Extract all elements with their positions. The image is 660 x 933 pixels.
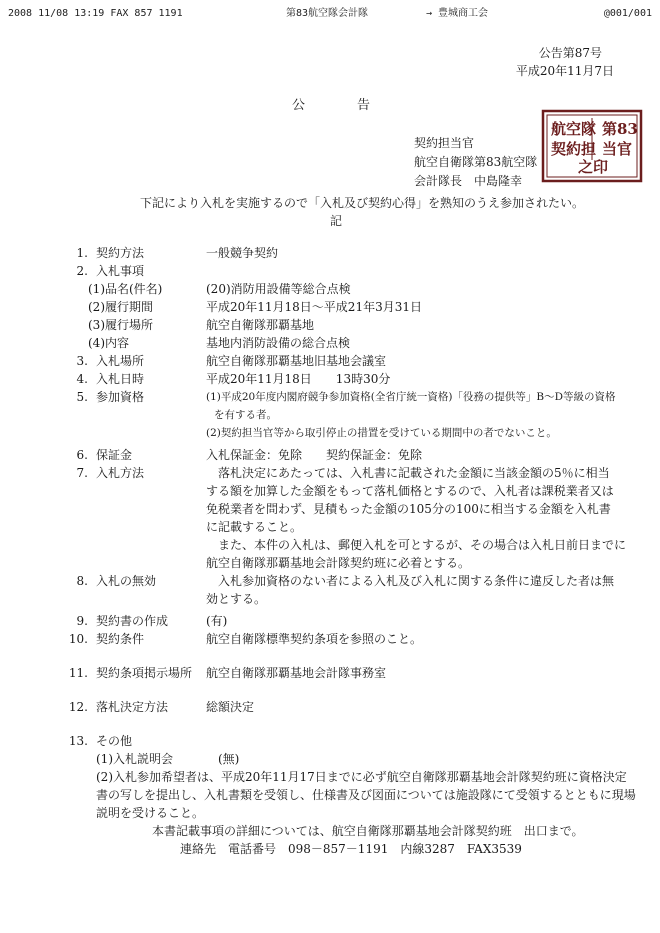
sub-label: (2)履行期間 xyxy=(88,300,153,314)
item-value: 航空自衛隊那覇基地旧基地会議室 xyxy=(206,354,387,368)
document-title xyxy=(292,94,372,113)
item-label: 契約書の作成 xyxy=(96,614,169,628)
item-value-line: 効とする。 xyxy=(206,592,267,606)
item-2-sub-1 xyxy=(64,280,624,298)
item-value: 航空自衛隊標準契約条項を参照のこと。 xyxy=(206,632,423,646)
item-value-line: (2)契約担当官等から取引停止の措置を受けている期間中の者でないこと。 xyxy=(206,427,557,439)
notice-date: 平成20年11月7日 xyxy=(515,64,614,78)
item-value: 一般競争契約 xyxy=(206,246,279,260)
item-label: 参加資格 xyxy=(96,390,145,404)
fax-recipient: → 豊城商工会 xyxy=(426,8,489,19)
item-2-sub-2 xyxy=(64,298,624,316)
item-value-line: する額を加算した金額をもって落札価格とするので、入札者は課税業者又は xyxy=(206,484,614,498)
item-value-line: 説明を受けること。 xyxy=(96,806,205,820)
item-7 xyxy=(64,464,624,482)
item-13-sub-1 xyxy=(64,750,624,768)
item-value: 平成20年11月18日 13時30分 xyxy=(206,372,391,386)
contracting-officer-block xyxy=(414,134,537,191)
item-3 xyxy=(64,352,624,370)
item-number: 2. xyxy=(76,264,88,278)
item-label: 契約条件 xyxy=(96,632,145,646)
item-4 xyxy=(64,370,624,388)
contact-info xyxy=(64,840,624,858)
item-number: 8. xyxy=(76,574,88,588)
sub-label: (4)内容 xyxy=(88,336,129,350)
item-13 xyxy=(64,732,624,750)
item-8-cont-1 xyxy=(64,590,624,608)
item-label: 入札事項 xyxy=(96,264,145,278)
item-value-line: 入札参加資格のない者による入札及び入札に関する条件に違反した者は無 xyxy=(218,574,615,588)
item-label: 入札の無効 xyxy=(96,574,157,588)
item-number: 3. xyxy=(76,354,88,368)
item-number: 11. xyxy=(68,666,88,680)
item-10 xyxy=(64,630,624,648)
sub-value: 航空自衛隊那覇基地 xyxy=(206,318,315,332)
item-number: 10. xyxy=(68,632,88,646)
item-number: 4. xyxy=(76,372,88,386)
item-7-cont-5 xyxy=(64,554,624,572)
sub-value: 平成20年11月18日～平成21年3月31日 xyxy=(206,300,422,314)
sub-value: (20)消防用設備等総合点検 xyxy=(206,282,351,296)
sub-label: (1)品名(件名) xyxy=(88,282,163,296)
item-label: その他 xyxy=(96,734,133,748)
item-value: 入札保証金：免除 契約保証金：免除 xyxy=(206,448,423,462)
sub-label: (3)履行場所 xyxy=(88,318,153,332)
item-2-sub-3 xyxy=(64,316,624,334)
item-1 xyxy=(64,244,624,262)
item-6 xyxy=(64,446,624,464)
notice-items xyxy=(64,244,636,858)
item-number: 1. xyxy=(76,246,88,260)
item-number: 12. xyxy=(68,700,88,714)
intro-text: 下記により入札を実施するので「入札及び契約心得」を熟知のうえ参加されたい。 xyxy=(140,196,585,210)
item-11 xyxy=(64,664,624,682)
item-7-cont-4 xyxy=(64,536,627,554)
sub-value: (無) xyxy=(218,752,240,766)
title-right: 告 xyxy=(357,98,373,113)
item-label: 入札場所 xyxy=(96,354,145,368)
item-value-line: 書の写しを提出し、入札書類を受領し、仕様書及び図面については施設隊にて受領するとともに現場 xyxy=(96,788,636,802)
svg-text:契約担: 契約担 xyxy=(551,140,597,158)
item-value-line: また、本件の入札は、郵便入札を可とするが、その場合は入札日前日までに xyxy=(218,538,627,552)
item-number: 13. xyxy=(68,734,88,748)
item-number: 7. xyxy=(76,466,88,480)
notice-number: 公告第87号 xyxy=(538,46,602,60)
officer-line-2: 航空自衛隊第83航空隊 xyxy=(414,155,538,169)
item-5 xyxy=(64,388,624,406)
official-seal-icon xyxy=(540,108,644,184)
item-13-sub-2-cont-1 xyxy=(64,786,636,804)
item-number: 5. xyxy=(76,390,88,404)
contact-text: 連絡先 電話番号 098－857－1191 内線3287 FAX3539 xyxy=(180,842,522,856)
fax-page: @001/001 xyxy=(603,8,652,19)
fax-datetime: 2008 11/08 13:19 FAX 857 1191 xyxy=(8,8,183,19)
item-value: (有) xyxy=(206,614,228,628)
item-7-cont-3 xyxy=(64,518,624,536)
closing-text: 本書記載事項の詳細については、航空自衛隊那覇基地会計隊契約班 出口まで。 xyxy=(152,824,584,838)
item-number: 6. xyxy=(76,448,88,462)
item-label: 落札決定方法 xyxy=(96,700,169,714)
item-9 xyxy=(64,612,624,630)
ki-heading: 記 xyxy=(330,214,343,228)
officer-line-1: 契約担当官 xyxy=(414,136,475,150)
item-8 xyxy=(64,572,624,590)
item-13-sub-2-cont-2 xyxy=(64,804,624,822)
item-value-line: 免税業者を問わず、見積もった金額の105分の100に相当する金額を入札書 xyxy=(206,502,611,516)
sub-label: (1)入札説明会 xyxy=(96,752,173,766)
item-value: 総額決定 xyxy=(206,700,255,714)
item-value-line: (1)平成20年度内閣府競争参加資格(全省庁統一資格)「役務の提供等」B～D等級の資格 xyxy=(206,391,616,403)
item-value: 航空自衛隊那覇基地会計隊事務室 xyxy=(206,666,387,680)
item-value-line: を有する者。 xyxy=(214,409,277,421)
svg-text:航空隊: 航空隊 xyxy=(551,120,597,138)
item-13-sub-2 xyxy=(64,768,627,786)
sub-value: 基地内消防設備の総合点検 xyxy=(206,336,351,350)
item-label: 契約条項掲示場所 xyxy=(96,666,193,680)
item-7-cont-1 xyxy=(64,482,624,500)
officer-line-3: 会計隊長 中島隆幸 xyxy=(414,174,523,188)
item-5-cont-2 xyxy=(64,424,624,442)
svg-text:之印: 之印 xyxy=(578,158,609,176)
item-2-sub-4 xyxy=(64,334,624,352)
svg-text:当官: 当官 xyxy=(602,140,633,158)
item-12 xyxy=(64,698,624,716)
item-5-cont-1 xyxy=(64,406,624,424)
fax-header xyxy=(8,6,652,22)
item-label: 保証金 xyxy=(96,448,133,462)
svg-text:第83: 第83 xyxy=(602,120,638,138)
fax-sender: 第83航空隊会計隊 xyxy=(286,8,369,19)
item-2 xyxy=(64,262,624,280)
item-label: 入札方法 xyxy=(96,466,145,480)
title-left: 公 xyxy=(292,98,308,113)
item-number: 9. xyxy=(76,614,88,628)
item-label: 入札日時 xyxy=(96,372,145,386)
closing-note xyxy=(64,822,624,840)
item-7-cont-2 xyxy=(64,500,624,518)
item-value-line: 航空自衛隊那覇基地会計隊契約班に必着とする。 xyxy=(206,556,471,570)
item-value-line: に記載すること。 xyxy=(206,520,303,534)
item-label: 契約方法 xyxy=(96,246,145,260)
item-value-line: 落札決定にあたっては、入札書に記載された金額に当該金額の5％に相当 xyxy=(218,466,610,480)
item-value-line: (2)入札参加希望者は、平成20年11月17日までに必ず航空自衛隊那覇基地会計隊契約班に資格決定 xyxy=(96,770,627,784)
